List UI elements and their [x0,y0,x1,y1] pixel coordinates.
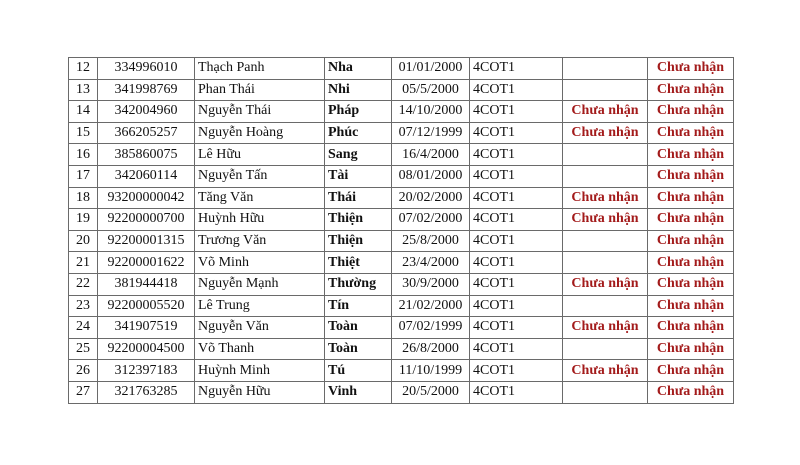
class-code-cell: 4COT1 [470,122,563,144]
class-code-cell: 4COT1 [470,317,563,339]
status-2-cell: Chưa nhận [648,273,734,295]
row-number-cell: 18 [69,187,98,209]
id-number-cell: 92200001622 [98,252,195,274]
table-row [69,79,734,101]
status-2-cell: Chưa nhận [648,252,734,274]
class-code-cell: 4COT1 [470,230,563,252]
first-name-cell: Toàn [325,338,392,360]
birth-date-cell: 08/01/2000 [392,165,470,187]
first-name-cell: Thiện [325,209,392,231]
birth-date-cell: 07/12/1999 [392,122,470,144]
status-1-cell [563,381,648,403]
last-name-cell: Lê Hữu [195,144,325,166]
status-1-cell: Chưa nhận [563,122,648,144]
table-row [69,58,734,80]
id-number-cell: 334996010 [98,58,195,80]
first-name-cell: Pháp [325,101,392,123]
id-number-cell: 92200001315 [98,230,195,252]
last-name-cell: Võ Thanh [195,338,325,360]
last-name-cell: Nguyễn Thái [195,101,325,123]
status-1-cell [563,79,648,101]
table-row [69,252,734,274]
table-row [69,144,734,166]
id-number-cell: 321763285 [98,381,195,403]
birth-date-cell: 16/4/2000 [392,144,470,166]
table-row [69,317,734,339]
first-name-cell: Tài [325,165,392,187]
class-code-cell: 4COT1 [470,209,563,231]
row-number-cell: 17 [69,165,98,187]
birth-date-cell: 26/8/2000 [392,338,470,360]
status-1-cell [563,58,648,80]
status-2-cell: Chưa nhận [648,187,734,209]
row-number-cell: 27 [69,381,98,403]
status-2-cell: Chưa nhận [648,79,734,101]
table-row [69,230,734,252]
student-table [68,57,734,404]
id-number-cell: 342004960 [98,101,195,123]
birth-date-cell: 05/5/2000 [392,79,470,101]
status-1-cell [563,295,648,317]
id-number-cell: 341907519 [98,317,195,339]
id-number-cell: 381944418 [98,273,195,295]
table-row [69,338,734,360]
class-code-cell: 4COT1 [470,360,563,382]
status-1-cell [563,252,648,274]
table-row [69,209,734,231]
class-code-cell: 4COT1 [470,295,563,317]
last-name-cell: Phan Thái [195,79,325,101]
birth-date-cell: 07/02/1999 [392,317,470,339]
id-number-cell: 92200004500 [98,338,195,360]
last-name-cell: Nguyễn Hữu [195,381,325,403]
birth-date-cell: 11/10/1999 [392,360,470,382]
table-row [69,122,734,144]
last-name-cell: Nguyễn Hoàng [195,122,325,144]
last-name-cell: Nguyễn Tấn [195,165,325,187]
first-name-cell: Tú [325,360,392,382]
birth-date-cell: 20/5/2000 [392,381,470,403]
first-name-cell: Toàn [325,317,392,339]
birth-date-cell: 25/8/2000 [392,230,470,252]
last-name-cell: Tăng Văn [195,187,325,209]
status-2-cell: Chưa nhận [648,360,734,382]
first-name-cell: Thái [325,187,392,209]
status-1-cell: Chưa nhận [563,317,648,339]
table-row [69,381,734,403]
status-1-cell [563,165,648,187]
table-row [69,165,734,187]
first-name-cell: Thường [325,273,392,295]
class-code-cell: 4COT1 [470,273,563,295]
first-name-cell: Nhi [325,79,392,101]
id-number-cell: 92200005520 [98,295,195,317]
id-number-cell: 93200000042 [98,187,195,209]
class-code-cell: 4COT1 [470,252,563,274]
class-code-cell: 4COT1 [470,101,563,123]
status-2-cell: Chưa nhận [648,381,734,403]
row-number-cell: 15 [69,122,98,144]
first-name-cell: Thiệt [325,252,392,274]
row-number-cell: 22 [69,273,98,295]
status-1-cell [563,230,648,252]
birth-date-cell: 20/02/2000 [392,187,470,209]
status-1-cell: Chưa nhận [563,360,648,382]
birth-date-cell: 01/01/2000 [392,58,470,80]
class-code-cell: 4COT1 [470,165,563,187]
status-1-cell: Chưa nhận [563,273,648,295]
status-1-cell: Chưa nhận [563,187,648,209]
id-number-cell: 341998769 [98,79,195,101]
status-2-cell: Chưa nhận [648,101,734,123]
id-number-cell: 342060114 [98,165,195,187]
status-2-cell: Chưa nhận [648,230,734,252]
row-number-cell: 14 [69,101,98,123]
row-number-cell: 23 [69,295,98,317]
status-1-cell: Chưa nhận [563,101,648,123]
last-name-cell: Nguyễn Mạnh [195,273,325,295]
last-name-cell: Huỳnh Hữu [195,209,325,231]
id-number-cell: 366205257 [98,122,195,144]
first-name-cell: Sang [325,144,392,166]
status-2-cell: Chưa nhận [648,144,734,166]
birth-date-cell: 23/4/2000 [392,252,470,274]
birth-date-cell: 14/10/2000 [392,101,470,123]
status-2-cell: Chưa nhận [648,338,734,360]
table-row [69,360,734,382]
class-code-cell: 4COT1 [470,187,563,209]
row-number-cell: 25 [69,338,98,360]
class-code-cell: 4COT1 [470,144,563,166]
row-number-cell: 26 [69,360,98,382]
row-number-cell: 13 [69,79,98,101]
birth-date-cell: 07/02/2000 [392,209,470,231]
row-number-cell: 21 [69,252,98,274]
last-name-cell: Nguyễn Văn [195,317,325,339]
last-name-cell: Thạch Panh [195,58,325,80]
status-2-cell: Chưa nhận [648,295,734,317]
status-2-cell: Chưa nhận [648,122,734,144]
status-1-cell: Chưa nhận [563,209,648,231]
row-number-cell: 12 [69,58,98,80]
row-number-cell: 24 [69,317,98,339]
last-name-cell: Lê Trung [195,295,325,317]
table-row [69,273,734,295]
status-2-cell: Chưa nhận [648,58,734,80]
first-name-cell: Phúc [325,122,392,144]
class-code-cell: 4COT1 [470,338,563,360]
birth-date-cell: 21/02/2000 [392,295,470,317]
table-row [69,295,734,317]
last-name-cell: Võ Minh [195,252,325,274]
table-row [69,101,734,123]
row-number-cell: 20 [69,230,98,252]
status-2-cell: Chưa nhận [648,209,734,231]
last-name-cell: Huỳnh Minh [195,360,325,382]
table-row [69,187,734,209]
first-name-cell: Vinh [325,381,392,403]
first-name-cell: Tín [325,295,392,317]
class-code-cell: 4COT1 [470,381,563,403]
row-number-cell: 16 [69,144,98,166]
last-name-cell: Trương Văn [195,230,325,252]
row-number-cell: 19 [69,209,98,231]
class-code-cell: 4COT1 [470,79,563,101]
id-number-cell: 312397183 [98,360,195,382]
status-2-cell: Chưa nhận [648,317,734,339]
status-2-cell: Chưa nhận [648,165,734,187]
status-1-cell [563,338,648,360]
class-code-cell: 4COT1 [470,58,563,80]
id-number-cell: 92200000700 [98,209,195,231]
status-1-cell [563,144,648,166]
birth-date-cell: 30/9/2000 [392,273,470,295]
first-name-cell: Thiện [325,230,392,252]
id-number-cell: 385860075 [98,144,195,166]
first-name-cell: Nha [325,58,392,80]
